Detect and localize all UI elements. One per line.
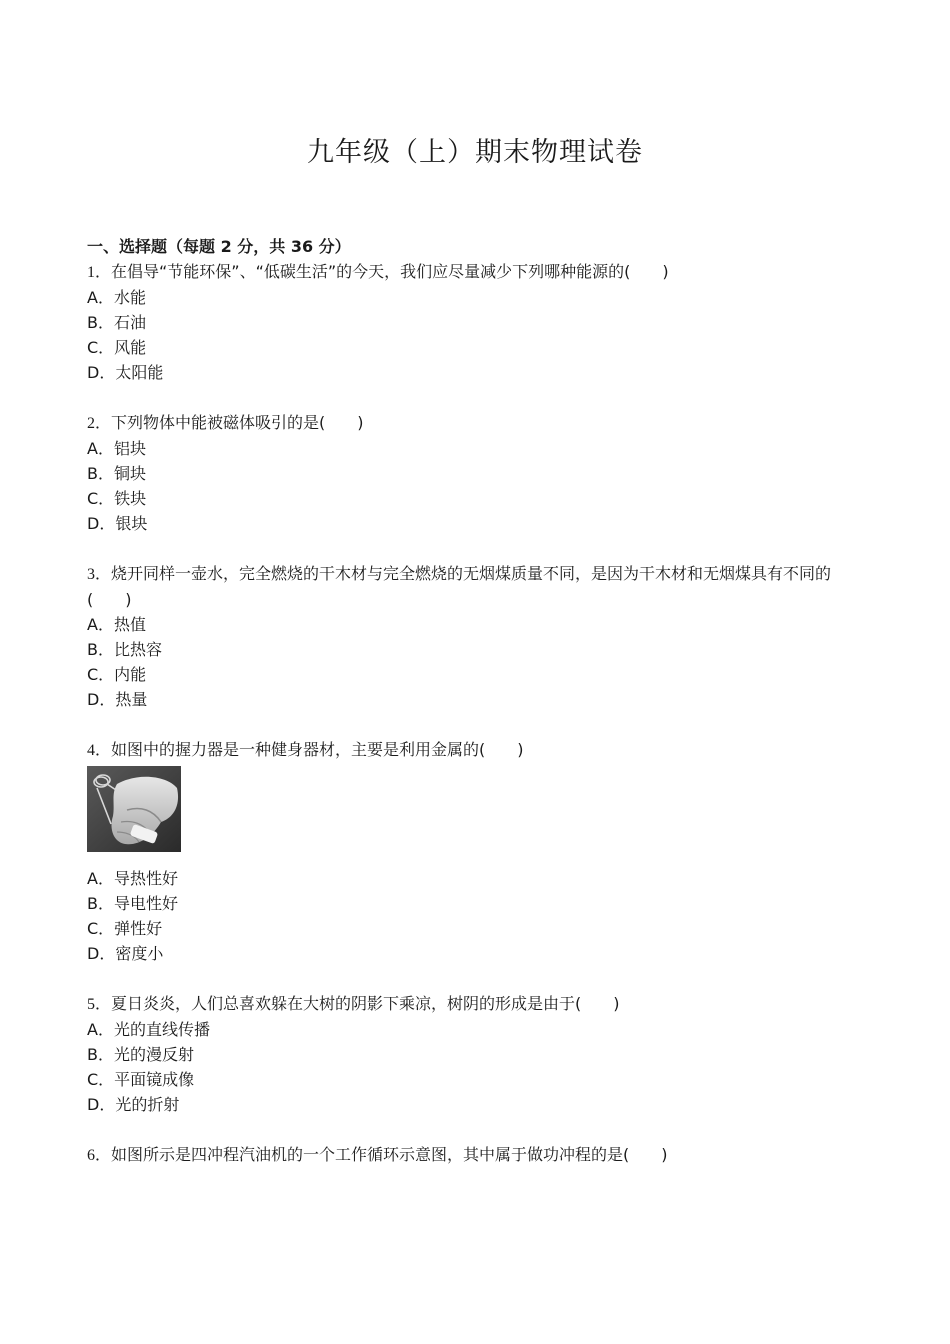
question-stem	[87, 737, 867, 763]
option-c: C．内能	[87, 665, 147, 684]
question-text: 下列物体中能被磁体吸引的是( )	[111, 413, 364, 432]
question-stem	[87, 991, 867, 1017]
option-d: D．密度小	[87, 944, 164, 963]
question-text: 在倡导“节能环保”、“低碳生活”的今天，我们应尽量减少下列哪种能源的( )	[111, 262, 669, 281]
question-number: 4．	[87, 742, 112, 759]
exam-body	[87, 234, 867, 1168]
option-c: C．风能	[87, 338, 147, 357]
option-b: B．导电性好	[87, 894, 178, 913]
option-d: D．光的折射	[87, 1095, 180, 1114]
question-stem	[87, 259, 867, 285]
hand-grip-image	[87, 766, 181, 852]
option-c: C．平面镜成像	[87, 1070, 195, 1089]
question-number: 6．	[87, 1147, 112, 1164]
question-stem	[87, 410, 867, 436]
question-text: 如图中的握力器是一种健身器材，主要是利用金属的( )	[111, 740, 524, 759]
question-number: 2．	[87, 415, 112, 432]
question-stem	[87, 561, 867, 612]
option-a: A．光的直线传播	[87, 1020, 210, 1039]
question-1	[87, 259, 867, 385]
option-d: D．银块	[87, 514, 148, 533]
option-d: D．太阳能	[87, 363, 164, 382]
option-a: A．水能	[87, 288, 146, 307]
question-text: 如图所示是四冲程汽油机的一个工作循环示意图，其中属于做功冲程的是( )	[111, 1145, 668, 1164]
option-c: C．弹性好	[87, 919, 163, 938]
question-stem	[87, 1142, 867, 1168]
question-text: 夏日炎炎，人们总喜欢躲在大树的阴影下乘凉，树阴的形成是由于( )	[111, 994, 620, 1013]
question-number: 5．	[87, 996, 112, 1013]
question-2	[87, 410, 867, 536]
option-a: A．热值	[87, 615, 146, 634]
option-a: A．铝块	[87, 439, 146, 458]
question-number: 3．	[87, 566, 112, 583]
section-heading: 一、选择题（每题 2 分，共 36 分）	[87, 237, 351, 256]
option-c: C．铁块	[87, 489, 147, 508]
question-5	[87, 991, 867, 1117]
option-b: B．石油	[87, 313, 146, 332]
hand-grip-photo	[87, 766, 181, 852]
question-4	[87, 737, 867, 966]
option-d: D．热量	[87, 690, 148, 709]
exam-title: 九年级（上）期末物理试卷	[307, 137, 643, 168]
option-a: A．导热性好	[87, 869, 178, 888]
question-6	[87, 1142, 867, 1168]
option-b: B．光的漫反射	[87, 1045, 194, 1064]
option-b: B．比热容	[87, 640, 162, 659]
question-number: 1．	[87, 264, 112, 281]
question-text: 烧开同样一壶水，完全燃烧的干木材与完全燃烧的无烟煤质量不同，是因为干木材和无烟煤具有不同的( )	[87, 564, 832, 609]
option-b: B．铜块	[87, 464, 146, 483]
question-3	[87, 561, 867, 712]
